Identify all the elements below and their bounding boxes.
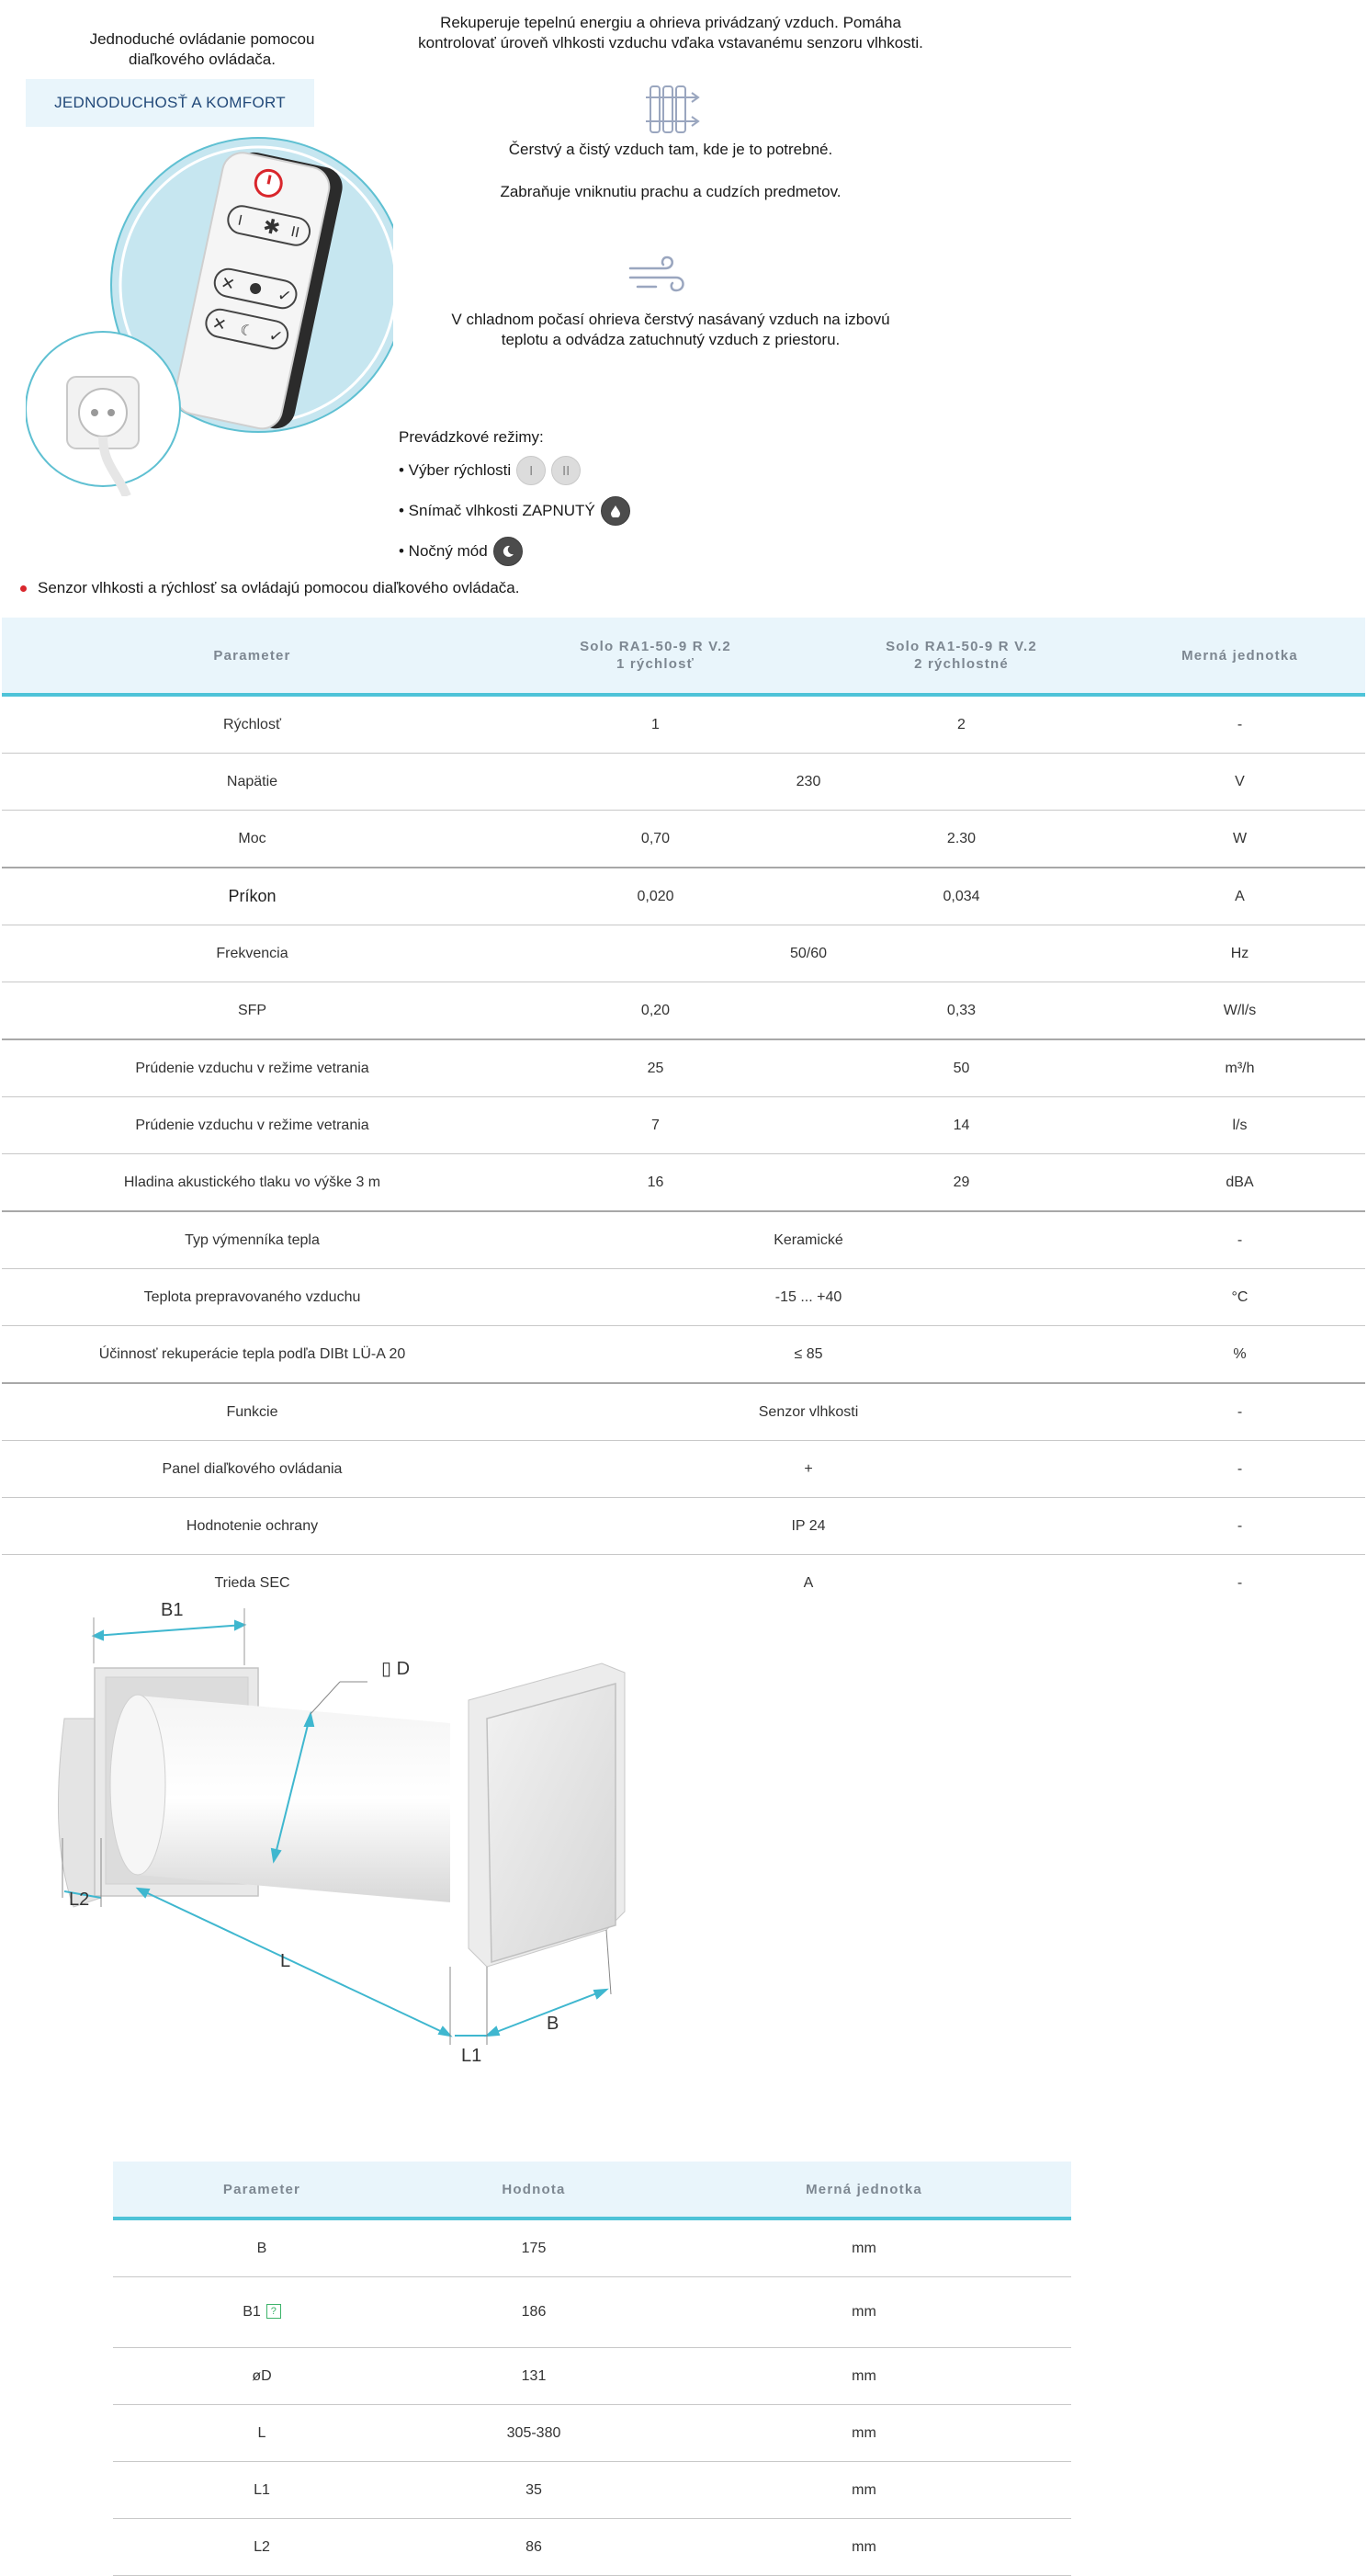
row-unit: - — [1114, 1383, 1365, 1441]
row-parameter: Frekvencia — [2, 925, 503, 982]
row-unit: °C — [1114, 1269, 1365, 1326]
label-b: B — [547, 2014, 559, 2034]
row-parameter: Napätie — [2, 754, 503, 811]
row-value: 1 — [503, 695, 808, 754]
outer-hood — [487, 1684, 616, 1962]
table-row — [2, 982, 1365, 1040]
row-value: 25 — [503, 1039, 808, 1097]
mode-humidity — [399, 491, 693, 531]
fresh-air-text: Čerstvý a čistý vzduch tam, kde je to potrebné. — [508, 141, 833, 158]
table-row — [113, 2219, 1071, 2277]
row-unit: - — [1114, 1211, 1365, 1269]
svg-text:✓: ✓ — [276, 285, 294, 307]
table-row — [2, 1211, 1365, 1269]
row-value: Keramické — [503, 1211, 1114, 1269]
row-parameter: Rýchlosť — [2, 695, 503, 754]
row-unit: - — [1114, 1441, 1365, 1498]
svg-text:II: II — [289, 223, 301, 242]
table-row — [2, 1498, 1365, 1555]
row-unit: - — [1237, 1574, 1243, 1591]
mode-speed — [399, 450, 693, 491]
dim-header-row — [113, 2162, 1071, 2219]
row-value: IP 24 — [503, 1498, 1114, 1555]
heat-exchanger-icon — [641, 77, 706, 142]
table-row — [2, 695, 1365, 754]
row-value: 131 — [411, 2348, 657, 2405]
row-value: 7 — [503, 1097, 808, 1154]
row-value: 0,33 — [808, 982, 1114, 1040]
row-unit: m³/h — [1114, 1039, 1365, 1097]
row-value: + — [503, 1441, 1114, 1498]
row-parameter: Trieda SEC — [214, 1574, 290, 1591]
dim-header-parameter: Parameter — [113, 2162, 411, 2219]
spec-header-model-2: Solo RA1-50-9 R V.2 2 rýchlostné — [808, 618, 1114, 695]
moon-icon[interactable] — [493, 537, 523, 566]
row-value: 29 — [808, 1154, 1114, 1212]
row-parameter: B — [113, 2219, 411, 2277]
label-b1: B1 — [161, 1600, 184, 1620]
table-row — [2, 1039, 1365, 1097]
svg-text:✕: ✕ — [219, 273, 237, 294]
row-unit: mm — [657, 2405, 1071, 2462]
recovery-text: Rekuperuje tepelnú energiu a ohrieva privádzaný vzduch. Pomáha kontrolovať úroveň vlhkosti vzduchu vďaka vstavanému senzoru vlhkosti. — [418, 14, 923, 51]
row-parameter: Hodnotenie ochrany — [2, 1498, 503, 1555]
row-value: 0,70 — [503, 811, 808, 868]
dimension-table — [113, 2162, 1071, 2576]
cold-text: V chladnom počasí ohrieva čerstvý nasávaný vzduch na izbovú teplotu a odvádza zatuchnutý vzduch z priestoru. — [451, 311, 890, 348]
row-parameter: B1 ? — [113, 2277, 411, 2348]
row-unit: dBA — [1114, 1154, 1365, 1212]
row-parameter: Panel diaľkového ovládania — [2, 1441, 503, 1498]
row-value: 50/60 — [503, 925, 1114, 982]
mode-speed-label: • Výber rýchlosti — [399, 461, 512, 479]
row-value: 175 — [411, 2219, 657, 2277]
label-l1: L1 — [461, 2046, 482, 2066]
table-row — [113, 2277, 1071, 2348]
note-bullet-icon — [20, 585, 27, 592]
table-row — [113, 2462, 1071, 2519]
mode-night-label: • Nočný mód — [399, 542, 488, 560]
row-parameter: Moc — [2, 811, 503, 868]
mode-humidity-label: • Snímač vlhkosti ZAPNUTÝ — [399, 502, 595, 519]
table-row — [2, 868, 1365, 925]
table-row — [113, 2405, 1071, 2462]
control-note — [20, 579, 519, 597]
row-unit: Hz — [1114, 925, 1365, 982]
row-value: 35 — [411, 2462, 657, 2519]
row-value: 14 — [808, 1097, 1114, 1154]
comfort-badge[interactable]: JEDNODUCHOSŤ A KOMFORT — [26, 79, 314, 127]
row-unit: % — [1114, 1326, 1365, 1384]
table-row — [2, 1097, 1365, 1154]
row-unit: mm — [657, 2462, 1071, 2519]
svg-text:✓: ✓ — [266, 325, 285, 347]
row-value: 0,020 — [503, 868, 808, 925]
dimension-diagram — [37, 1581, 643, 2077]
dim-header-value: Hodnota — [411, 2162, 657, 2219]
row-unit: - — [1114, 1498, 1365, 1555]
row-unit: W/l/s — [1114, 982, 1365, 1040]
row-value: 2.30 — [808, 811, 1114, 868]
remote-text: Jednoduché ovládanie pomocou diaľkového ovládača. — [89, 30, 315, 68]
label-d: ▯ D — [381, 1659, 411, 1679]
operating-modes — [399, 428, 693, 572]
mode-night — [399, 531, 693, 572]
row-parameter: Príkon — [2, 868, 503, 925]
table-row — [113, 2519, 1071, 2576]
modes-title: Prevádzkové režimy: — [399, 428, 544, 446]
table-row — [2, 1269, 1365, 1326]
row-value: -15 ... +40 — [503, 1269, 1114, 1326]
table-row — [2, 1154, 1365, 1212]
row-parameter: Hladina akustického tlaku vo výške 3 m — [2, 1154, 503, 1212]
row-parameter: Účinnosť rekuperácie tepla podľa DIBt LÜ-A 20 — [2, 1326, 503, 1384]
row-parameter: Typ výmenníka tepla — [2, 1211, 503, 1269]
table-row — [2, 1383, 1365, 1441]
spec-table — [2, 618, 1365, 1611]
label-l: L — [280, 1951, 291, 1971]
row-unit: A — [1114, 868, 1365, 925]
drop-icon[interactable] — [601, 496, 630, 526]
help-icon[interactable]: ? — [266, 2304, 281, 2319]
row-unit: mm — [657, 2348, 1071, 2405]
table-row — [2, 925, 1365, 982]
row-value: A — [803, 1574, 814, 1591]
row-unit: V — [1114, 754, 1365, 811]
row-value: 2 — [808, 695, 1114, 754]
row-parameter: øD — [113, 2348, 411, 2405]
speed-two-icon[interactable]: II — [551, 456, 581, 485]
spec-header-model-1: Solo RA1-50-9 R V.2 1 rýchlosť — [503, 618, 808, 695]
row-value: 50 — [808, 1039, 1114, 1097]
row-value: 0,034 — [808, 868, 1114, 925]
row-unit: mm — [657, 2519, 1071, 2576]
row-parameter: Funkcie — [2, 1383, 503, 1441]
table-row — [2, 754, 1365, 811]
spec-header-row — [2, 618, 1365, 695]
row-unit: W — [1114, 811, 1365, 868]
svg-text:☾: ☾ — [238, 322, 255, 341]
row-value: Senzor vlhkosti — [503, 1383, 1114, 1441]
row-parameter: L — [113, 2405, 411, 2462]
label-l2: L2 — [69, 1889, 90, 1910]
row-value: 0,20 — [503, 982, 808, 1040]
dust-text: Zabraňuje vniknutiu prachu a cudzích predmetov. — [500, 183, 842, 200]
row-parameter: L2 — [113, 2519, 411, 2576]
spec-header-unit: Merná jednotka — [1114, 618, 1365, 695]
row-unit: l/s — [1114, 1097, 1365, 1154]
row-parameter: L1 — [113, 2462, 411, 2519]
wind-icon — [628, 255, 687, 301]
row-parameter: SFP — [2, 982, 503, 1040]
table-row — [2, 1441, 1365, 1498]
table-row — [2, 1326, 1365, 1384]
row-unit: mm — [657, 2219, 1071, 2277]
row-parameter: Prúdenie vzduchu v režime vetrania — [2, 1039, 503, 1097]
table-row — [113, 2348, 1071, 2405]
row-value: 16 — [503, 1154, 808, 1212]
row-value: 305-380 — [411, 2405, 657, 2462]
dim-header-unit: Merná jednotka — [657, 2162, 1071, 2219]
svg-text:✱: ✱ — [261, 213, 283, 240]
svg-text:✕: ✕ — [210, 313, 229, 335]
table-row — [2, 811, 1365, 868]
row-parameter: Prúdenie vzduchu v režime vetrania — [2, 1097, 503, 1154]
row-value: ≤ 85 — [503, 1326, 1114, 1384]
note-text: Senzor vlhkosti a rýchlosť sa ovládajú pomocou diaľkového ovládača. — [38, 579, 520, 596]
svg-text:I: I — [236, 212, 244, 230]
row-unit: mm — [657, 2277, 1071, 2348]
row-value: 86 — [411, 2519, 657, 2576]
row-value: 230 — [503, 754, 1114, 811]
row-value: 186 — [411, 2277, 657, 2348]
speed-one-icon[interactable]: I — [516, 456, 546, 485]
row-parameter: Teplota prepravovaného vzduchu — [2, 1269, 503, 1326]
remote-illustration — [26, 133, 393, 501]
row-unit: - — [1114, 695, 1365, 754]
spec-header-parameter: Parameter — [2, 618, 503, 695]
